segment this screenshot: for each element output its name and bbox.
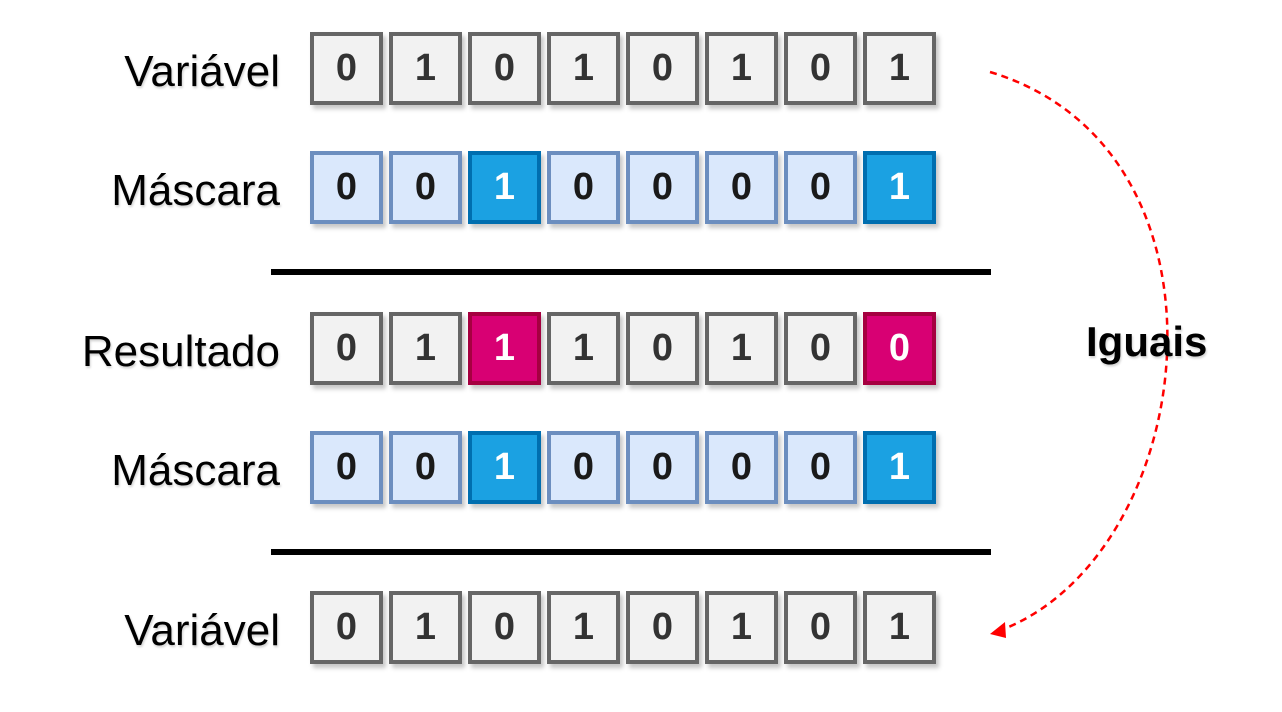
bit-cell: 0 bbox=[547, 151, 620, 224]
bit-cell: 0 bbox=[310, 32, 383, 105]
bit-cell: 1 bbox=[863, 32, 936, 105]
bit-cell: 0 bbox=[626, 591, 699, 664]
bit-cell: 0 bbox=[547, 431, 620, 504]
bit-cell: 0 bbox=[468, 32, 541, 105]
bit-cell: 1 bbox=[468, 151, 541, 224]
comparison-label: Iguais bbox=[1086, 318, 1208, 365]
bit-cell: 0 bbox=[784, 312, 857, 385]
bit-cell: 1 bbox=[468, 431, 541, 504]
bit-cell: 0 bbox=[626, 431, 699, 504]
bit-cell: 1 bbox=[389, 312, 462, 385]
bit-cell: 0 bbox=[705, 431, 778, 504]
bit-cell: 0 bbox=[626, 312, 699, 385]
bit-cell: 0 bbox=[863, 312, 936, 385]
bit-cell: 1 bbox=[863, 591, 936, 664]
bit-cell: 0 bbox=[389, 431, 462, 504]
bit-cell: 0 bbox=[626, 151, 699, 224]
row-label: Variável bbox=[124, 47, 280, 96]
bit-cell: 0 bbox=[389, 151, 462, 224]
bit-cell: 1 bbox=[863, 151, 936, 224]
bit-cell: 1 bbox=[547, 591, 620, 664]
bit-cell: 0 bbox=[784, 151, 857, 224]
bit-cell: 0 bbox=[705, 151, 778, 224]
bit-cell: 1 bbox=[705, 312, 778, 385]
row-label: Máscara bbox=[111, 446, 280, 495]
bit-cell: 1 bbox=[547, 32, 620, 105]
bit-cell: 0 bbox=[468, 591, 541, 664]
bit-cell: 1 bbox=[389, 32, 462, 105]
row-label: Resultado bbox=[81, 327, 280, 376]
bit-cell: 1 bbox=[705, 32, 778, 105]
bit-cell: 1 bbox=[389, 591, 462, 664]
bit-cell: 0 bbox=[310, 312, 383, 385]
bit-cell: 0 bbox=[626, 32, 699, 105]
row-label: Máscara bbox=[111, 166, 280, 215]
bit-cell: 1 bbox=[863, 431, 936, 504]
bit-cell: 0 bbox=[310, 591, 383, 664]
arrow-head-icon bbox=[990, 622, 1006, 638]
bit-cell: 1 bbox=[468, 312, 541, 385]
bit-cell: 0 bbox=[784, 591, 857, 664]
bit-cell: 0 bbox=[310, 431, 383, 504]
bit-cell: 0 bbox=[310, 151, 383, 224]
bit-cell: 1 bbox=[547, 312, 620, 385]
bit-cell: 0 bbox=[784, 32, 857, 105]
bit-cell: 1 bbox=[705, 591, 778, 664]
row-label: Variável bbox=[124, 606, 280, 655]
bit-cell: 0 bbox=[784, 431, 857, 504]
